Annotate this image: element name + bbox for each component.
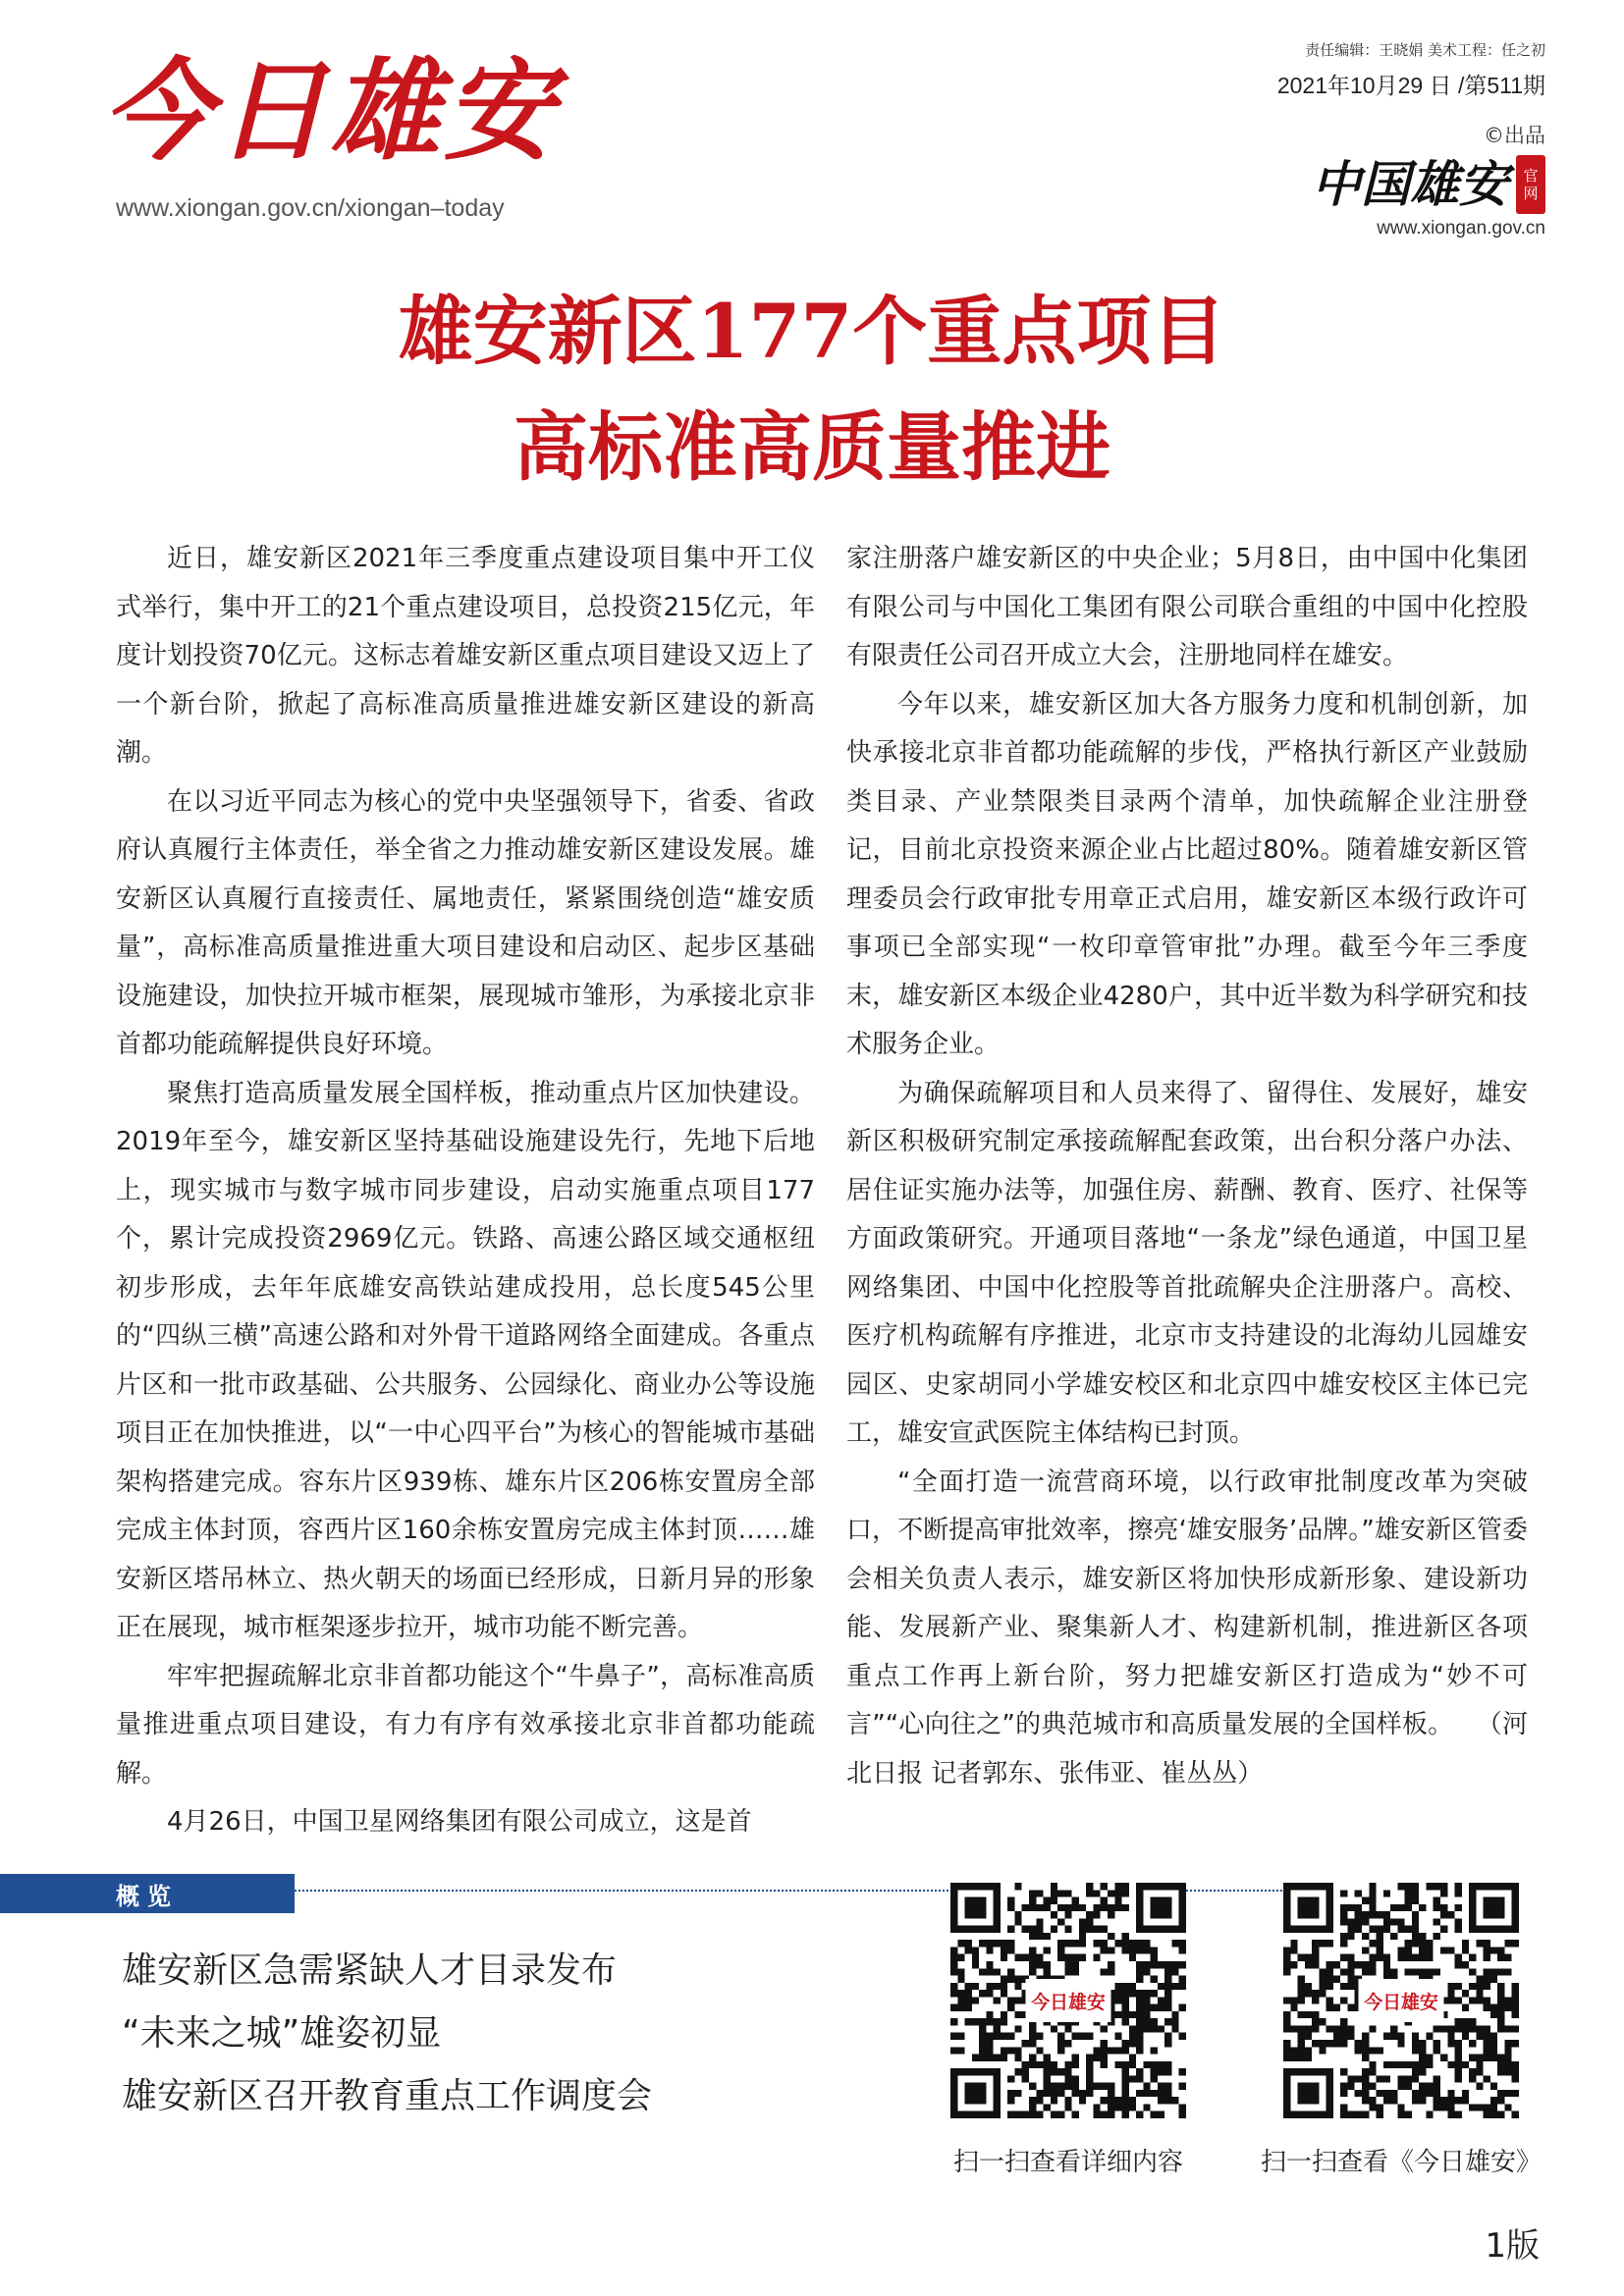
overview-section-label: 概览 (0, 1874, 295, 1913)
article-paragraph: 4月26日，中国卫星网络集团有限公司成立，这是首 (167, 1807, 752, 1837)
seal-char-1: 官 (1523, 167, 1539, 185)
article-paragraph: 近日，雄安新区2021年三季度重点建设项目集中开工仪式举行，集中开工的21个重点建设项目，总投资215亿元，年度计划投资70亿元。这标志着雄安新区重点项目建设又迈上了一个新台阶，掀起了高标准高质量推进雄安新区建设的新高潮。 (116, 544, 815, 768)
article-paragraph-text: “全面打造一流营商环境，以行政审批制度改革为突破口，不断提高审批效率，擦亮‘雄安服务’品牌。”雄安新区管委会相关负责人表示，雄安新区将加快形成新形象、建设新功能、发展新产业、聚集新人才、构建新机制，推进新区各项重点工作再上新台阶，努力把雄安新区打造成为“妙不可言”“心向往之”的典范城市和高质量发展的全国样板。 (846, 1467, 1528, 1739)
publisher-block (1231, 120, 1545, 240)
masthead-url[interactable]: www.xiongan.gov.cn/xiongan–today (116, 194, 505, 222)
article-paragraph: 在以习近平同志为核心的党中央坚强领导下，省委、省政府认真履行主体责任，举全省之力推动雄安新区建设发展。雄安新区认真履行直接责任、属地责任，紧紧围绕创造“雄安质量”，高标准高质量推进重大项目建设和启动区、起步区基础设施建设，加快拉开城市框架，展现城市雏形，为承接北京非首都功能疏解提供良好环境。 (116, 786, 815, 1059)
overview-link[interactable]: 雄安新区急需紧缺人才目录发布 (122, 1950, 618, 1991)
overview-list (122, 1944, 652, 2132)
editor-credits: 责任编辑：王晓娟 美术工程：任之初 (1305, 41, 1545, 59)
qr-caption-details: 扫一扫查看详细内容 (952, 2148, 1183, 2177)
qr-caption-paper: 扫一扫查看《今日雄安》 (1260, 2148, 1542, 2177)
seal-char-2: 网 (1523, 185, 1539, 202)
article-paragraph: 家注册落户雄安新区的中央企业；5月8日，由中国中化集团有限公司与中国化工集团有限公司联合重组的中国中化控股有限责任公司召开成立大会，注册地同样在雄安。 (846, 544, 1528, 670)
qr-center-label: 今日雄安 (1031, 1992, 1106, 2013)
qr-block-paper[interactable] (1239, 1883, 1563, 2178)
article-byline: （河北日报 记者郭东、张伟亚、崔丛丛） (846, 1710, 1528, 1789)
article-column-1 (116, 535, 815, 1847)
official-seal-icon (1516, 155, 1545, 214)
article-paragraph-final (846, 1459, 1528, 1799)
article-paragraph: 聚焦打造高质量发展全国样板，推动重点片区加快建设。2019年至今，雄安新区坚持基础设施建设先行，先地下后地上，现实城市与数字城市同步建设，启动实施重点项目177个，累计完成投资2969亿元。铁路、高速公路区域交通枢纽初步形成，去年年底雄安高铁站建成投用，总长度545公里的“四纵三横”高速公路和对外骨干道路网络全面建成。各重点片区和一批市政基础、公共服务、公园绿化、商业办公等设施项目正在加快推进，以“一中心四平台”为核心的智能城市基础架构搭建完成。容东片区939栋、雄东片区206栋安置房全部完成主体封顶，容西片区160余栋安置房完成主体封顶……雄安新区塔吊林立、热火朝天的场面已经形成，日新月异的形象正在展现，城市框架逐步拉开，城市功能不断完善。 (116, 1078, 815, 1642)
masthead-logo: 今日雄安 (102, 47, 558, 176)
headline-line-1: 雄安新区177个重点项目 (398, 288, 1226, 375)
overview-link[interactable]: “未来之城”雄姿初显 (122, 2013, 442, 2054)
article-paragraph: 为确保疏解项目和人员来得了、留得住、发展好，雄安新区积极研究制定承接疏解配套政策，出台积分落户办法、居住证实施办法等，加强住房、薪酬、教育、医疗、社保等方面政策研究。开通项目落地“一条龙”绿色通道，中国卫星网络集团、中国中化控股等首批疏解央企注册落户。高校、医疗机构疏解有序推进，北京市支持建设的北海幼儿园雄安园区、史家胡同小学雄安校区和北京四中雄安校区主体已完工，雄安宣武医院主体结构已封顶。 (846, 1078, 1528, 1448)
issue-date: 2021年10月29 日 /第511期 (1276, 73, 1545, 98)
article-paragraph: 今年以来，雄安新区加大各方服务力度和机制创新，加快承接北京非首都功能疏解的步伐，严格执行新区产业鼓励类目录、产业禁限类目录两个清单，加快疏解企业注册登记，目前北京投资来源企业占比超过80%。随着雄安新区管理委员会行政审批专用章正式启用，雄安新区本级行政许可事项已全部实现“一枚印章管审批”办理。截至今年三季度末，雄安新区本级企业4280户，其中近半数为科学研究和技术服务企业。 (846, 689, 1528, 1059)
credits (1277, 39, 1545, 100)
qr-center-label: 今日雄安 (1364, 1992, 1438, 2013)
produced-by-label: ©出品 (1484, 124, 1545, 147)
qr-code-icon[interactable] (950, 1883, 1186, 2118)
publisher-logo: 中国雄安 (1312, 155, 1508, 213)
publisher-site[interactable]: www.xiongan.gov.cn (1377, 218, 1545, 239)
publisher-brand-row (1231, 155, 1545, 214)
page-number: 1版 (1485, 2226, 1540, 2266)
qr-block-details[interactable] (906, 1883, 1230, 2178)
overview-link[interactable]: 雄安新区召开教育重点工作调度会 (122, 2076, 653, 2116)
headline-line-2: 高标准高质量推进 (514, 403, 1110, 491)
article-column-2 (846, 535, 1528, 1798)
article-paragraph: 牢牢把握疏解北京非首都功能这个“牛鼻子”，高标准高质量推进重点项目建设，有力有序有效承接北京非首都功能疏解。 (116, 1661, 815, 1789)
qr-code-icon[interactable] (1283, 1883, 1519, 2118)
